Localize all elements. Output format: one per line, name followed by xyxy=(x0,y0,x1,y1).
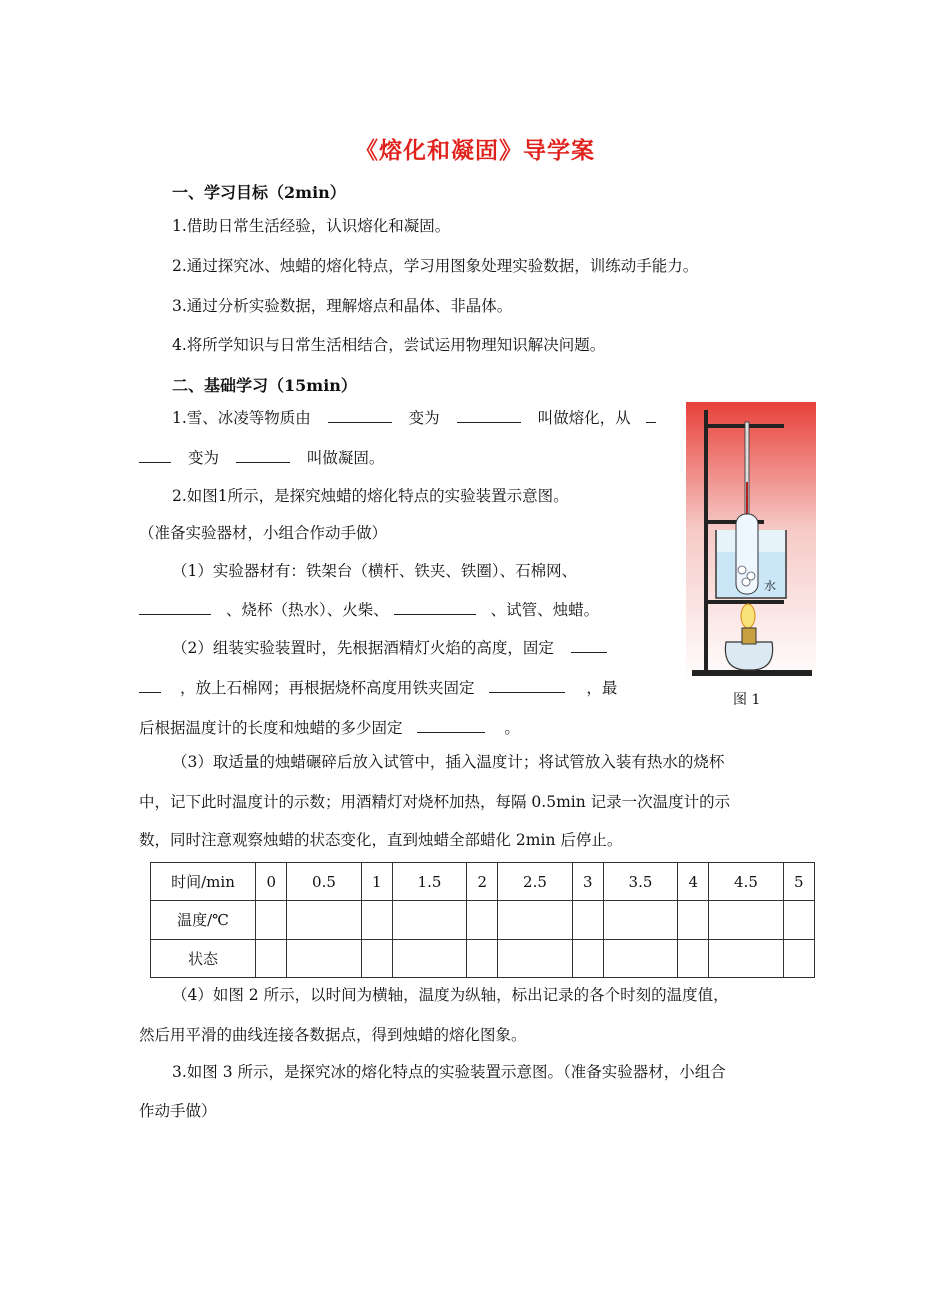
time-cell: 4.5 xyxy=(709,863,783,901)
question-text: 叫做熔化，从 xyxy=(537,409,631,427)
question-2-part-3: （3）取适量的烛蜡碾碎后放入试管中，插入温度计；将试管放入装有热水的烧杯 xyxy=(172,753,725,771)
state-cell[interactable] xyxy=(678,939,709,977)
question-text: 后根据温度计的长度和烛蜡的多少固定 xyxy=(139,719,403,737)
temperature-cell[interactable] xyxy=(709,901,783,939)
state-cell[interactable] xyxy=(467,939,498,977)
section-heading-basics: 二、基础学习（15min） xyxy=(172,376,357,395)
page-title: 《熔化和凝固》导学案 xyxy=(355,137,595,164)
state-cell[interactable] xyxy=(498,939,572,977)
question-2-line-1: 2.如图1所示，是探究烛蜡的熔化特点的实验装置示意图。 xyxy=(172,487,569,505)
question-text: 。 xyxy=(504,719,520,737)
objective-item: 4.将所学知识与日常生活相结合，尝试运用物理知识解决问题。 xyxy=(172,336,606,354)
figure-1-apparatus xyxy=(686,402,816,684)
fill-blank[interactable] xyxy=(139,448,171,463)
question-text: ，放上石棉网；再根据烧杯高度用铁夹固定 xyxy=(179,679,475,697)
question-text: 、试管、烛蜡。 xyxy=(490,601,600,619)
question-2-part-4-cont: 然后用平滑的曲线连接各数据点，得到烛蜡的熔化图象。 xyxy=(139,1026,527,1044)
question-2-part-4: （4）如图 2 所示，以时间为横轴，温度为纵轴，标出记录的各个时刻的温度值， xyxy=(172,986,729,1004)
temperature-cell[interactable] xyxy=(392,901,466,939)
state-cell[interactable] xyxy=(256,939,287,977)
figure-1-caption: 图 1 xyxy=(733,692,761,708)
state-cell[interactable] xyxy=(361,939,392,977)
question-2-part-3-cont: 中，记下此时温度计的示数；用酒精灯对烧杯加热，每隔 0.5min 记录一次温度计的示 xyxy=(139,793,731,811)
fill-blank[interactable] xyxy=(328,408,392,423)
state-cell[interactable] xyxy=(572,939,603,977)
temperature-cell[interactable] xyxy=(467,901,498,939)
question-text: ，最 xyxy=(586,679,618,697)
time-cell: 0.5 xyxy=(287,863,361,901)
time-cell: 1 xyxy=(361,863,392,901)
question-text: 叫做凝固。 xyxy=(306,449,385,467)
table-row-label: 时间/min xyxy=(151,863,256,901)
table-row xyxy=(151,901,815,939)
time-cell: 0 xyxy=(256,863,287,901)
fill-blank[interactable] xyxy=(646,408,656,423)
objective-item: 2.通过探究冰、烛蜡的熔化特点，学习用图象处理实验数据，训练动手能力。 xyxy=(172,257,699,275)
section-heading-objectives: 一、学习目标（2min） xyxy=(172,183,346,202)
time-cell: 2.5 xyxy=(498,863,572,901)
fill-blank[interactable] xyxy=(139,678,161,693)
temperature-cell[interactable] xyxy=(498,901,572,939)
fill-blank[interactable] xyxy=(417,718,485,733)
question-2-part-2-cont xyxy=(139,678,617,698)
question-1-line-1 xyxy=(172,408,656,428)
temperature-cell[interactable] xyxy=(603,901,677,939)
table-row xyxy=(151,939,815,977)
fill-blank[interactable] xyxy=(571,638,607,653)
temperature-cell[interactable] xyxy=(287,901,361,939)
question-1-line-2 xyxy=(139,448,384,468)
table-row-label: 温度/℃ xyxy=(151,901,256,939)
state-cell[interactable] xyxy=(603,939,677,977)
question-2-part-2-end xyxy=(139,718,520,738)
temperature-cell[interactable] xyxy=(572,901,603,939)
question-2-part-1-cont xyxy=(139,600,599,620)
time-cell: 4 xyxy=(678,863,709,901)
question-text: 、烧杯（热水）、火柴、 xyxy=(225,601,389,619)
question-2-part-1: （1）实验器材有：铁架台（横杆、铁夹、铁圈）、石棉网、 xyxy=(172,562,578,580)
state-cell[interactable] xyxy=(392,939,466,977)
table-row-label: 状态 xyxy=(151,939,256,977)
time-cell: 2 xyxy=(467,863,498,901)
time-cell: 1.5 xyxy=(392,863,466,901)
data-table xyxy=(150,862,815,978)
state-cell[interactable] xyxy=(783,939,815,977)
temperature-cell[interactable] xyxy=(678,901,709,939)
fill-blank[interactable] xyxy=(457,408,521,423)
question-text: 变为 xyxy=(187,449,219,467)
water-label: 水 xyxy=(764,579,777,593)
time-cell: 3.5 xyxy=(603,863,677,901)
table-row xyxy=(151,863,815,901)
question-text: 变为 xyxy=(408,409,440,427)
question-2-part-3-end: 数，同时注意观察烛蜡的状态变化，直到烛蜡全部蜡化 2min 后停止。 xyxy=(139,831,623,849)
question-text: （2）组装实验装置时，先根据酒精灯火焰的高度，固定 xyxy=(172,639,554,657)
question-2-part-2 xyxy=(172,638,607,658)
question-text: 1.雪、冰凌等物质由 xyxy=(172,409,311,427)
apparatus-illustration xyxy=(686,402,816,684)
question-3-line-2: 作动手做） xyxy=(139,1102,217,1120)
question-3-line-1: 3.如图 3 所示，是探究冰的熔化特点的实验装置示意图。（准备实验器材，小组合 xyxy=(172,1063,726,1081)
fill-blank[interactable] xyxy=(489,678,565,693)
temperature-cell[interactable] xyxy=(361,901,392,939)
time-cell: 3 xyxy=(572,863,603,901)
objective-item: 1.借助日常生活经验，认识熔化和凝固。 xyxy=(172,217,451,235)
temperature-cell[interactable] xyxy=(783,901,815,939)
objective-item: 3.通过分析实验数据，理解熔点和晶体、非晶体。 xyxy=(172,297,513,315)
fill-blank[interactable] xyxy=(236,448,290,463)
fill-blank[interactable] xyxy=(139,600,211,615)
fill-blank[interactable] xyxy=(394,600,476,615)
temperature-cell[interactable] xyxy=(256,901,287,939)
time-cell: 5 xyxy=(783,863,815,901)
question-2-line-2: （准备实验器材，小组合作动手做） xyxy=(139,524,388,542)
state-cell[interactable] xyxy=(287,939,361,977)
state-cell[interactable] xyxy=(709,939,783,977)
